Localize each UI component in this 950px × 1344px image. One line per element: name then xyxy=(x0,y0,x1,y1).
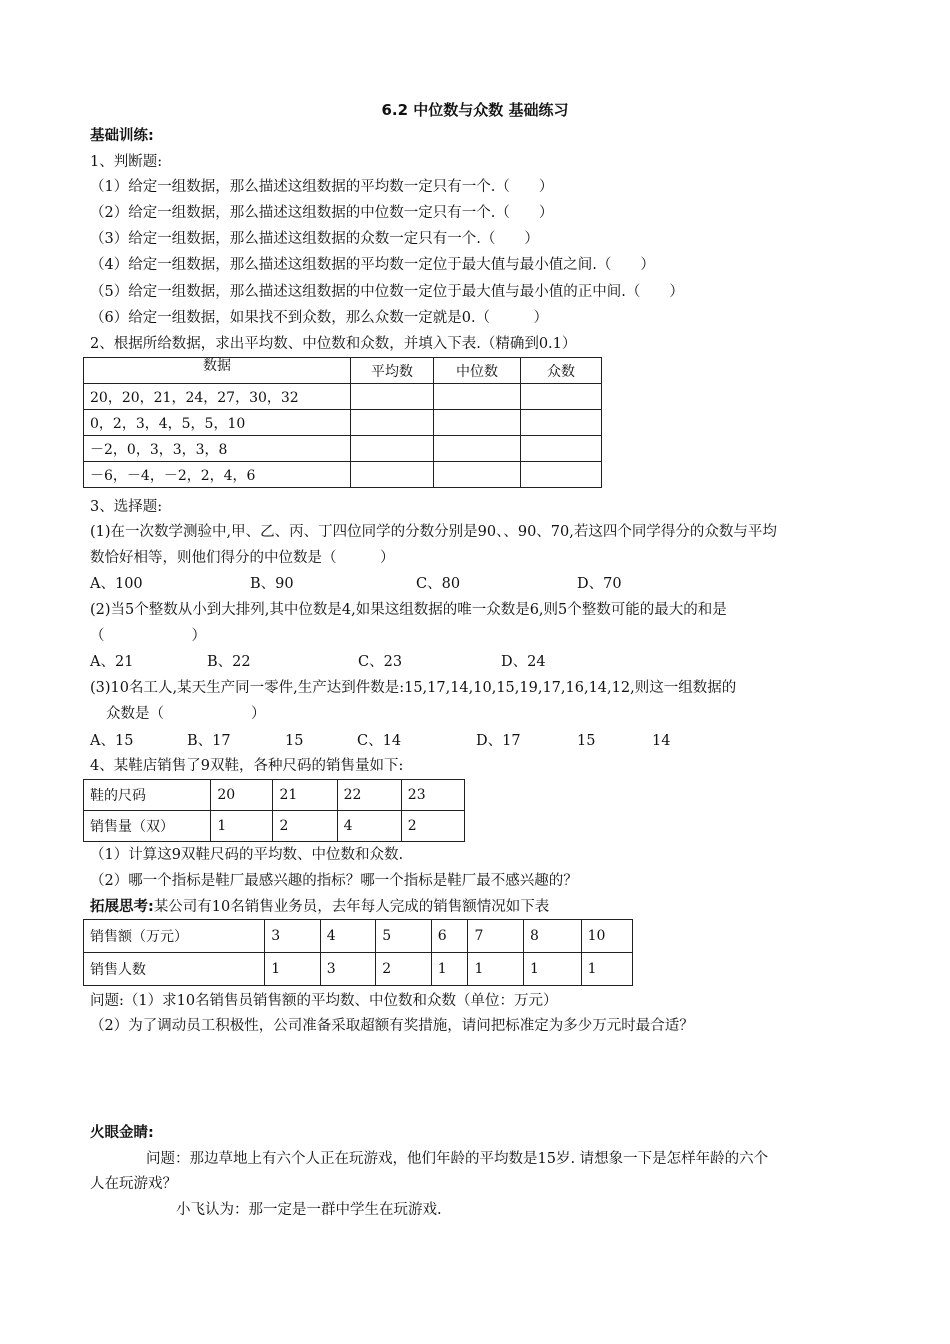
table-row xyxy=(84,436,602,462)
answer-cell[interactable] xyxy=(434,436,521,462)
table-cell: 1 xyxy=(431,953,468,986)
q1-item-3: （3）给定一组数据，那么描述这组数据的众数一定只有一个.（ ） xyxy=(90,231,539,247)
fire-line-2: 人在玩游戏？ xyxy=(90,1176,177,1192)
q3-s2-option-c: C、23 xyxy=(358,654,403,670)
extend-line xyxy=(90,897,549,917)
q3-s1-line1: (1)在一次数学测验中,甲、乙、丙、丁四位同学的分数分别是90、、90、70,若这四个同学得分的众数与平均 xyxy=(90,524,777,540)
answer-cell[interactable] xyxy=(521,410,602,436)
table-cell: 鞋的尺码 xyxy=(84,780,211,811)
table-cell: 8 xyxy=(523,920,581,953)
table-cell: 7 xyxy=(468,920,524,953)
table-row xyxy=(84,811,465,842)
sales-table xyxy=(83,919,633,986)
answer-cell[interactable] xyxy=(434,462,521,488)
answer-cell[interactable] xyxy=(351,462,434,488)
q4-sub2: （2）哪一个指标是鞋厂最感兴趣的指标？哪一个指标是鞋厂最不感兴趣的？ xyxy=(90,873,578,889)
q3-s3-option-d-extra-1: 15 xyxy=(577,733,596,749)
fire-eyes-heading: 火眼金睛: xyxy=(90,1125,154,1141)
table-cell: 2 xyxy=(376,953,432,986)
q1-item-5: （5）给定一组数据，那么描述这组数据的中位数一定位于最大值与最小值的正中间.（ ） xyxy=(90,284,684,300)
table-cell: 2 xyxy=(401,811,464,842)
extend-text: 某公司有10名销售业务员，去年每人完成的销售额情况如下表 xyxy=(153,899,550,915)
table-cell: 1 xyxy=(211,811,273,842)
answer-cell[interactable] xyxy=(351,384,434,410)
q1-item-6: （6）给定一组数据，如果找不到众数，那么众数一定就是0.（ ） xyxy=(90,310,549,326)
q3-s2-option-d: D、24 xyxy=(501,654,546,670)
q3-s2-line1: (2)当5个整数从小到大排列,其中位数是4,如果这组数据的唯一众数是6,则5个整数可能的最大的和是 xyxy=(90,602,727,618)
table-cell: 0，2，3，4，5，5，10 xyxy=(84,410,351,436)
q3-s2-option-b: B、22 xyxy=(207,654,251,670)
answer-cell[interactable] xyxy=(434,410,521,436)
table-cell: 1 xyxy=(265,953,321,986)
q3-s3-line1: (3)10名工人,某天生产同一零件,生产达到件数是:15,17,14,10,15,19,17,16,14,12,则这一组数据的 xyxy=(90,680,737,696)
table-cell: 10 xyxy=(581,920,632,953)
q3-s3-option-d: D、17 xyxy=(476,733,521,749)
answer-cell[interactable] xyxy=(521,384,602,410)
table-header-cell: 中位数 xyxy=(434,358,521,384)
answer-cell[interactable] xyxy=(521,436,602,462)
q3-s3-option-d-extra-2: 14 xyxy=(652,733,671,749)
fire-line-1: 问题：那边草地上有六个人正在玩游戏，他们年龄的平均数是15岁. 请想象一下是怎样年龄的六个 xyxy=(146,1151,769,1167)
extend-question-1: 问题:（1）求10名销售员销售额的平均数、中位数和众数（单位：万元） xyxy=(90,993,558,1009)
table-cell: 23 xyxy=(401,780,464,811)
q3-s3-option-b: B、17 xyxy=(187,733,231,749)
q1-item-1: （1）给定一组数据，那么描述这组数据的平均数一定只有一个.（ ） xyxy=(90,179,554,195)
table-row xyxy=(84,780,465,811)
table-cell: 3 xyxy=(265,920,321,953)
q3-s1-option-d: D、70 xyxy=(577,576,622,592)
table-header-cell: 数据 xyxy=(84,358,351,384)
q3-s1-line2: 数恰好相等，则他们得分的中位数是（ ） xyxy=(90,550,395,566)
q4-sub1: （1）计算这9双鞋尺码的平均数、中位数和众数. xyxy=(90,847,404,863)
answer-cell[interactable] xyxy=(521,462,602,488)
table-cell: 2 xyxy=(273,811,337,842)
table-header-cell: 平均数 xyxy=(351,358,434,384)
q3-s3-option-c: C、14 xyxy=(357,733,402,749)
table-cell: 4 xyxy=(320,920,376,953)
answer-cell[interactable] xyxy=(351,410,434,436)
q3-s3-line2: 众数是（ ） xyxy=(106,706,266,722)
table-cell: 1 xyxy=(581,953,632,986)
q1-title: 1、判断题: xyxy=(90,154,163,170)
table-cell: 1 xyxy=(468,953,524,986)
q3-s3-option-a: A、15 xyxy=(90,733,134,749)
fire-line-3: 小飞认为：那一定是一群中学生在玩游戏. xyxy=(176,1202,442,1218)
table-cell: 销售额（万元） xyxy=(84,920,265,953)
table-cell: 销售量（双） xyxy=(84,811,211,842)
table-row xyxy=(84,462,602,488)
answer-cell[interactable] xyxy=(434,384,521,410)
table-cell: 销售人数 xyxy=(84,953,265,986)
q3-s1-option-c: C、80 xyxy=(416,576,461,592)
table-row xyxy=(84,920,633,953)
q3-s2-option-a: A、21 xyxy=(90,654,134,670)
table-cell: 4 xyxy=(337,811,401,842)
basic-training-heading: 基础训练: xyxy=(90,128,154,144)
q1-item-2: （2）给定一组数据，那么描述这组数据的中位数一定只有一个.（ ） xyxy=(90,205,554,221)
table-row xyxy=(84,953,633,986)
q3-s3-option-b-extra: 15 xyxy=(285,733,304,749)
table-row xyxy=(84,410,602,436)
shoe-size-table xyxy=(83,779,465,842)
q2-title: 2、根据所给数据，求出平均数、中位数和众数，并填入下表.（精确到0.1） xyxy=(90,336,577,352)
extend-question-2: （2）为了调动员工积极性，公司准备采取超额有奖措施，请问把标准定为多少万元时最合适？ xyxy=(90,1018,694,1034)
table-cell: 20，20，21，24，27，30，32 xyxy=(84,384,351,410)
table-cell: 5 xyxy=(376,920,432,953)
table-cell: 3 xyxy=(320,953,376,986)
answer-cell[interactable] xyxy=(351,436,434,462)
extend-label: 拓展思考: xyxy=(90,899,154,915)
q3-s1-option-b: B、90 xyxy=(250,576,294,592)
table-cell: －2，0，3，3，3，8 xyxy=(84,436,351,462)
q1-item-4: （4）给定一组数据，那么描述这组数据的平均数一定位于最大值与最小值之间.（ ） xyxy=(90,257,655,273)
table-row xyxy=(84,384,602,410)
table-cell: 1 xyxy=(523,953,581,986)
table-header-cell: 众数 xyxy=(521,358,602,384)
q3-title: 3、选择题: xyxy=(90,499,163,515)
table-cell: 6 xyxy=(431,920,468,953)
table-cell: －6，－4，－2，2，4，6 xyxy=(84,462,351,488)
q2-table xyxy=(83,357,602,488)
q4-title: 4、某鞋店销售了9双鞋，各种尺码的销售量如下: xyxy=(90,758,404,774)
table-cell: 21 xyxy=(273,780,337,811)
page-title: 6.2 中位数与众数 基础练习 xyxy=(381,101,569,119)
q3-s1-option-a: A、100 xyxy=(90,576,143,592)
table-cell: 22 xyxy=(337,780,401,811)
table-cell: 20 xyxy=(211,780,273,811)
q3-s2-line2: （ ） xyxy=(90,628,206,644)
table-row xyxy=(84,358,602,384)
